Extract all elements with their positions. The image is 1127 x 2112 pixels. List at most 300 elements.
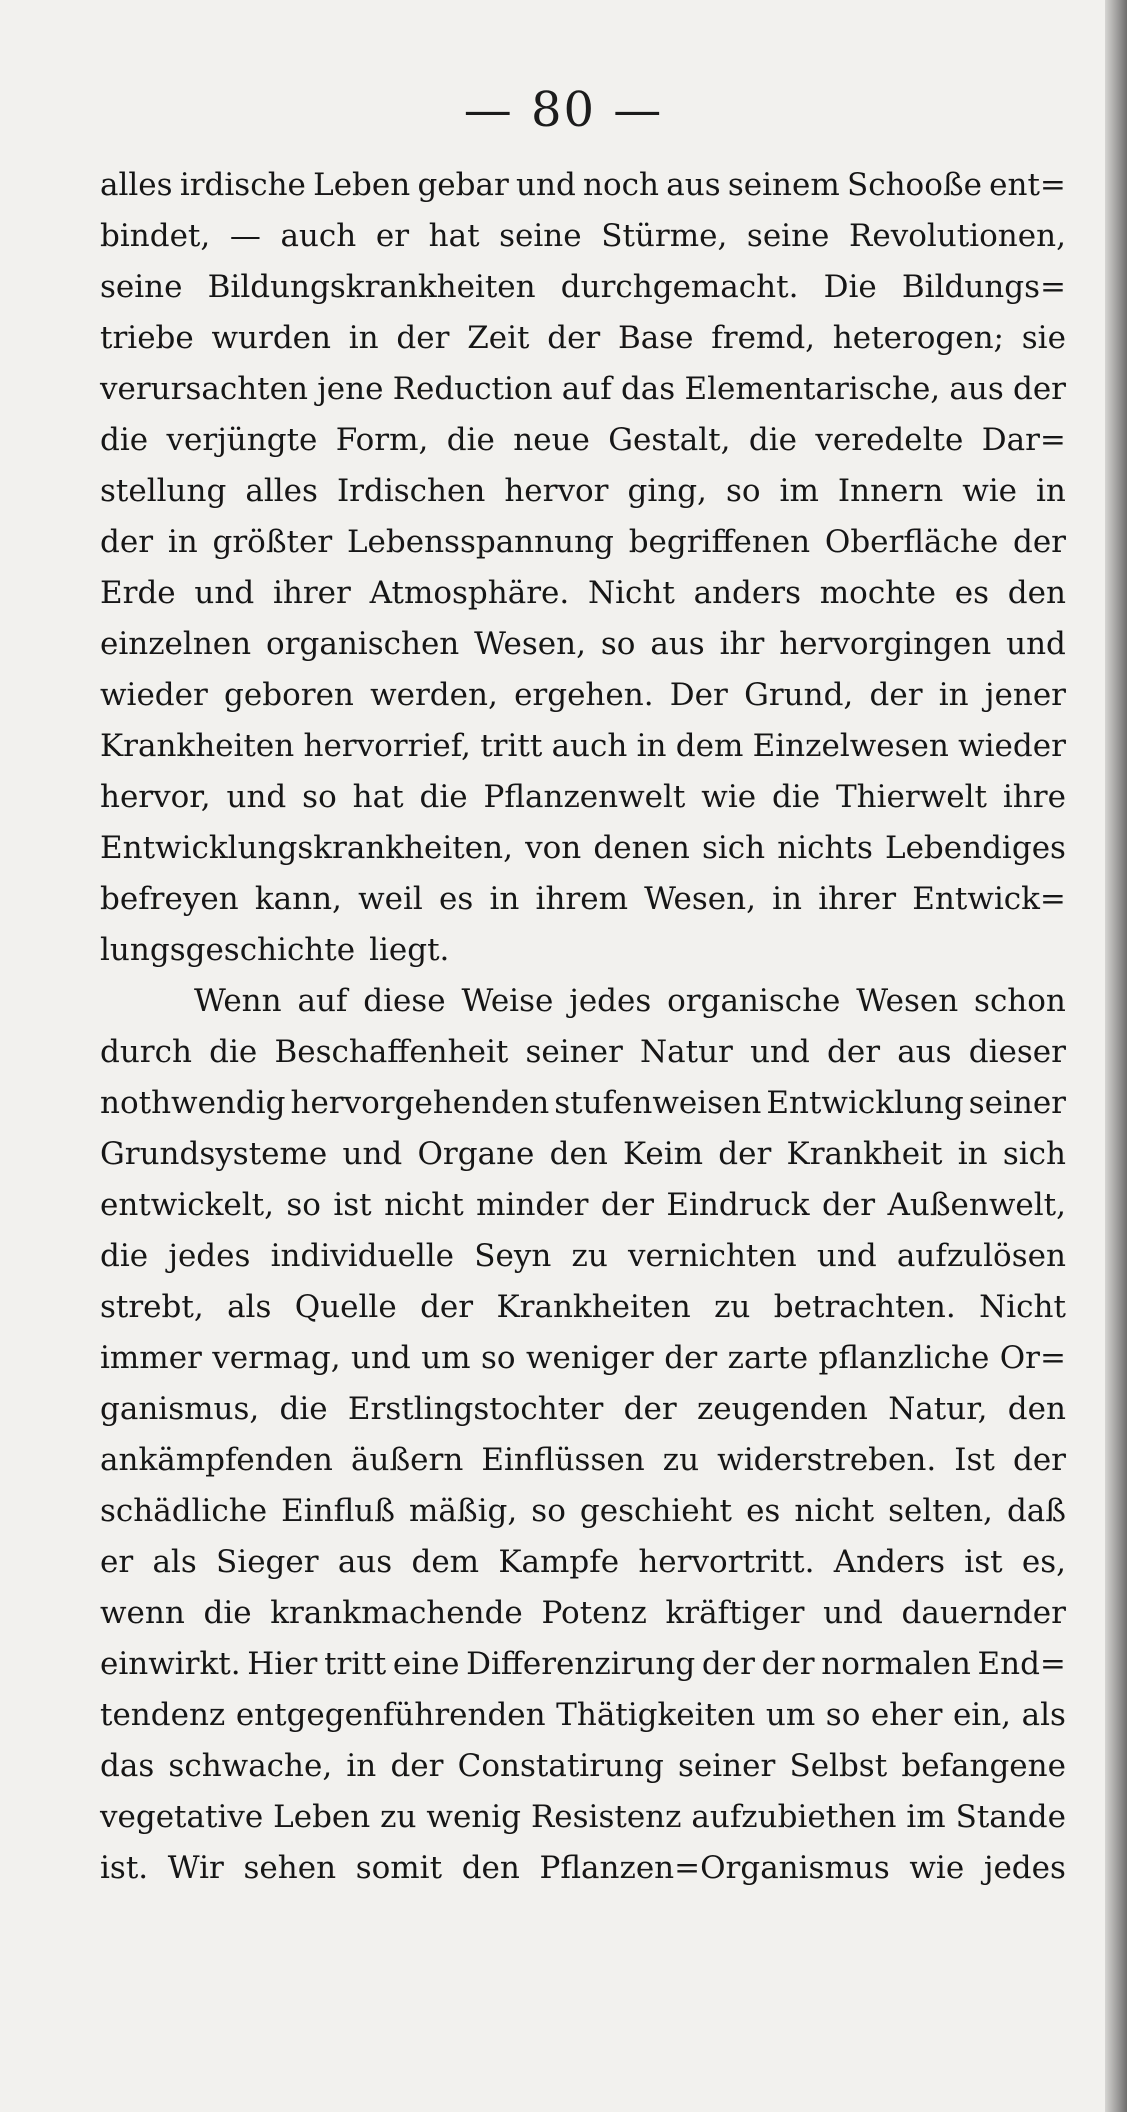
word: individuelle <box>270 1238 455 1274</box>
word: im <box>906 1799 946 1835</box>
text-line <box>100 1282 1066 1333</box>
word: Einzelwesen <box>752 728 949 764</box>
word: hervorrief, <box>303 728 471 764</box>
word: hervor <box>504 473 609 509</box>
word: so <box>725 473 761 509</box>
word: so <box>480 1340 516 1376</box>
word: entwickelt, <box>100 1187 274 1223</box>
word: Resistenz <box>530 1799 682 1835</box>
word: triebe <box>100 320 194 356</box>
word: kräftiger <box>665 1595 805 1631</box>
word: aufzubiethen <box>691 1799 897 1835</box>
word: organische <box>667 983 841 1019</box>
word: mäßig, <box>409 1493 518 1529</box>
word: ihr <box>719 626 765 662</box>
word: von <box>525 830 582 866</box>
word: vernichten <box>628 1238 797 1274</box>
word: sehen <box>243 1850 337 1886</box>
word: Base <box>618 320 694 356</box>
word: jedes <box>569 983 652 1019</box>
word: Lebendiges <box>885 830 1066 866</box>
word: Krankheit <box>786 1136 943 1172</box>
word: der <box>396 320 450 356</box>
word: Lebensspannung <box>346 524 614 560</box>
text-line <box>100 1078 1066 1129</box>
word: noch <box>583 167 660 203</box>
word: vegetative <box>100 1799 264 1835</box>
word: dieser <box>968 1034 1066 1070</box>
word: Organe <box>417 1136 535 1172</box>
word: äußern <box>351 1442 464 1478</box>
word: und <box>750 1034 810 1070</box>
word: Thierwelt <box>836 779 987 815</box>
word: ankämpfenden <box>100 1442 333 1478</box>
word: Stürme, <box>601 218 728 254</box>
word: befreyen <box>100 881 239 917</box>
word: anders <box>693 575 801 611</box>
word: es <box>439 881 474 917</box>
word: ihrem <box>535 881 628 917</box>
word: so <box>825 1697 861 1733</box>
word: ihrer <box>272 575 351 611</box>
word: hervorgehenden <box>290 1085 550 1121</box>
word: Der <box>669 677 728 713</box>
word: schwache, <box>168 1748 333 1784</box>
word: als <box>227 1289 272 1325</box>
word: auch <box>280 218 357 254</box>
text-line <box>100 1639 1066 1690</box>
word: Potenz <box>541 1595 647 1631</box>
paragraph <box>100 160 1066 976</box>
word: bindet, <box>100 218 211 254</box>
word: als <box>152 1544 197 1580</box>
word: in <box>346 1748 377 1784</box>
word: auch <box>551 728 628 764</box>
page-number: — 80 — <box>463 82 664 138</box>
word: nicht <box>384 1187 464 1223</box>
word: Leben <box>313 167 411 203</box>
word: Selbst <box>789 1748 888 1784</box>
word: ist <box>964 1544 1003 1580</box>
word: dem <box>411 1544 480 1580</box>
word: Natur <box>640 1034 733 1070</box>
text-line <box>100 619 1066 670</box>
word: weniger <box>525 1340 654 1376</box>
word: hat <box>428 218 480 254</box>
word: tritt <box>324 1646 387 1682</box>
text-line <box>100 874 1066 925</box>
text-line <box>100 1384 1066 1435</box>
word: neue <box>513 422 590 458</box>
word: Nicht <box>588 575 675 611</box>
word: wieder <box>100 677 208 713</box>
text-line <box>100 1027 1066 1078</box>
word: jedes <box>983 1850 1066 1886</box>
page-edge-shadow <box>1105 0 1127 2112</box>
word: Erstlingstochter <box>347 1391 604 1427</box>
word: aus <box>666 167 721 203</box>
word: nothwendig <box>100 1085 286 1121</box>
word: ist. <box>100 1850 149 1886</box>
word: in <box>167 524 198 560</box>
word: Wesen, <box>474 626 586 662</box>
text-line <box>100 262 1066 313</box>
text-line <box>100 1537 1066 1588</box>
word: Wenn <box>194 983 282 1019</box>
word: Hier <box>247 1646 318 1682</box>
word: Nicht <box>979 1289 1066 1325</box>
word: wenn <box>100 1595 185 1631</box>
word: weil <box>358 881 423 917</box>
word: entgegenführenden <box>235 1697 546 1733</box>
word: Außenwelt, <box>887 1187 1066 1223</box>
word: auf <box>561 371 612 407</box>
word: dauernder <box>901 1595 1066 1631</box>
word: der <box>718 1136 772 1172</box>
word: pflanzliche <box>818 1340 990 1376</box>
text-line <box>100 415 1066 466</box>
text-line <box>100 1588 1066 1639</box>
text-line <box>100 211 1066 262</box>
word: seiner <box>677 1748 776 1784</box>
word: Gestalt, <box>608 422 731 458</box>
word: Or= <box>999 1340 1066 1376</box>
word: Pflanzenwelt <box>483 779 686 815</box>
word: und <box>1006 626 1066 662</box>
word: minder <box>476 1187 589 1223</box>
word: tendenz <box>100 1697 226 1733</box>
word: ging, <box>627 473 707 509</box>
word: in <box>1036 473 1066 509</box>
word: schon <box>974 983 1066 1019</box>
word: die <box>279 1391 328 1427</box>
word: seiner <box>525 1034 623 1070</box>
text-line <box>100 1180 1066 1231</box>
word: Thätigkeiten <box>556 1697 756 1733</box>
word: hervorgingen <box>779 626 992 662</box>
word: im <box>779 473 819 509</box>
word: stellung <box>100 473 227 509</box>
word: den <box>549 1136 608 1172</box>
word: seine <box>746 218 830 254</box>
word: strebt, <box>100 1289 204 1325</box>
word: die <box>100 1238 149 1274</box>
word: betrachten. <box>773 1289 956 1325</box>
word: mochte <box>819 575 936 611</box>
word: zu <box>571 1238 608 1274</box>
word: kann, <box>254 881 342 917</box>
text-line <box>100 1486 1066 1537</box>
word: seiner <box>968 1085 1066 1121</box>
word: die <box>748 422 797 458</box>
word: Dar= <box>981 422 1066 458</box>
word: Elementarische, <box>684 371 941 407</box>
word: hat <box>352 779 404 815</box>
text-line <box>100 1843 1066 1894</box>
word: auf <box>297 983 348 1019</box>
body-text <box>100 160 1066 1894</box>
word: der <box>390 1748 444 1784</box>
word: Seyn <box>474 1238 552 1274</box>
word: ein, <box>952 1697 1012 1733</box>
word: Einfluß <box>281 1493 395 1529</box>
word: stufenweisen <box>554 1085 762 1121</box>
text-line <box>100 1333 1066 1384</box>
word: Differenzirung <box>466 1646 696 1682</box>
word: tritt <box>480 728 543 764</box>
word: es, <box>1021 1544 1066 1580</box>
word: alles <box>245 473 318 509</box>
word: das <box>620 371 676 407</box>
word: eher <box>870 1697 943 1733</box>
word: den <box>1007 575 1066 611</box>
word: hervortritt. <box>638 1544 815 1580</box>
word: alles <box>100 167 173 203</box>
word: aus <box>897 1034 952 1070</box>
word: der <box>827 1034 881 1070</box>
word: aus <box>949 371 1004 407</box>
word: in <box>489 881 520 917</box>
word: liegt. <box>369 932 450 968</box>
word: um <box>421 1340 471 1376</box>
word: ihrer <box>818 881 897 917</box>
word: Revolutionen, <box>849 218 1066 254</box>
word: Eindruck <box>666 1187 810 1223</box>
text-line <box>100 670 1066 721</box>
word: und <box>194 575 255 611</box>
word: jedes <box>168 1238 251 1274</box>
word: den <box>461 1850 520 1886</box>
text-line <box>100 517 1066 568</box>
word: denen <box>593 830 690 866</box>
word: widerstreben. <box>717 1442 937 1478</box>
word: die <box>419 779 468 815</box>
word: die <box>446 422 495 458</box>
text-line <box>100 1690 1066 1741</box>
word: in <box>636 728 667 764</box>
word: Anders <box>833 1544 945 1580</box>
word: geschieht <box>579 1493 733 1529</box>
word: einwirkt. <box>100 1646 241 1682</box>
word: Irdischen <box>336 473 486 509</box>
word: der <box>547 320 601 356</box>
word: ihre <box>1002 779 1066 815</box>
word: sich <box>701 830 766 866</box>
word: immer <box>100 1340 202 1376</box>
word: eine <box>392 1646 460 1682</box>
word: der <box>100 524 154 560</box>
word: verursachten <box>100 371 308 407</box>
word: Grundsysteme <box>100 1136 328 1172</box>
word: wenig <box>426 1799 522 1835</box>
word: und <box>816 1238 877 1274</box>
word: Krankheiten <box>496 1289 691 1325</box>
word: der <box>869 677 923 713</box>
word: durchgemacht. <box>560 269 799 305</box>
word: dem <box>675 728 744 764</box>
word: irdische <box>179 167 306 203</box>
word: so <box>302 779 337 815</box>
word: so <box>531 1493 566 1529</box>
word: der <box>701 1646 755 1682</box>
word: sie <box>1021 320 1066 356</box>
word: Zeit <box>467 320 530 356</box>
word: und <box>350 1340 411 1376</box>
word: Quelle <box>294 1289 397 1325</box>
word: diese <box>363 983 446 1019</box>
word: Schooße <box>846 167 982 203</box>
word: die <box>771 779 821 815</box>
word: so <box>286 1187 321 1223</box>
word: veredelte <box>815 422 964 458</box>
text-line <box>100 721 1066 772</box>
word: wurden <box>211 320 331 356</box>
word: ent= <box>989 167 1066 203</box>
word: geboren <box>224 677 354 713</box>
word: es <box>954 575 990 611</box>
word: nichts <box>777 830 873 866</box>
word: und <box>226 779 287 815</box>
word: Einflüssen <box>481 1442 645 1478</box>
word: jener <box>984 677 1066 713</box>
word: der <box>761 1646 815 1682</box>
word: Bildungs= <box>901 269 1066 305</box>
word: werden, <box>370 677 498 713</box>
word: Entwicklung <box>766 1085 964 1121</box>
word: normalen <box>821 1646 971 1682</box>
word: als <box>1021 1697 1066 1733</box>
word: Bildungskrankheiten <box>207 269 536 305</box>
word: aus <box>337 1544 393 1580</box>
word: und <box>516 167 576 203</box>
word: sich <box>1002 1136 1066 1172</box>
word: Constatirung <box>457 1748 664 1784</box>
word: Kampfe <box>498 1544 620 1580</box>
word: die <box>203 1595 252 1631</box>
word: der <box>1012 524 1066 560</box>
word: der <box>1012 1442 1066 1478</box>
word: Erde <box>100 575 176 611</box>
word: der <box>420 1289 474 1325</box>
word: Atmosphäre. <box>369 575 570 611</box>
word: selten, <box>888 1493 993 1529</box>
word: heterogen; <box>832 320 1004 356</box>
word: die <box>209 1034 258 1070</box>
word: befangene <box>901 1748 1066 1784</box>
word: Beschaffenheit <box>274 1034 509 1070</box>
paragraph <box>100 976 1066 1894</box>
word: ist <box>333 1187 372 1223</box>
word: das <box>100 1748 155 1784</box>
word: seine <box>100 269 183 305</box>
word: und <box>823 1595 883 1631</box>
word: aufzulösen <box>896 1238 1066 1274</box>
word: seine <box>499 218 582 254</box>
word: Wesen, <box>644 881 756 917</box>
word: wie <box>701 779 757 815</box>
word: er <box>375 218 410 254</box>
text-line <box>100 1129 1066 1180</box>
word: zu <box>662 1442 700 1478</box>
word: ganismus, <box>100 1391 260 1427</box>
word: fremd, <box>711 320 816 356</box>
word: zu <box>380 1799 417 1835</box>
word: verjüngte <box>166 422 318 458</box>
text-line <box>100 364 1066 415</box>
word: lungsgeschichte <box>100 932 356 968</box>
text-line <box>100 313 1066 364</box>
word: nicht <box>794 1493 875 1529</box>
word: hervor, <box>100 779 211 815</box>
word: in <box>938 677 969 713</box>
text-line <box>100 823 1066 874</box>
word: Oberfläche <box>824 524 999 560</box>
text-line <box>100 568 1066 619</box>
word: krankmachende <box>270 1595 523 1631</box>
word: Keim <box>623 1136 704 1172</box>
word: Wesen <box>856 983 959 1019</box>
word: Form, <box>335 422 429 458</box>
word: gebar <box>417 167 509 203</box>
word: aus <box>650 626 705 662</box>
word: wieder <box>958 728 1066 764</box>
word: daß <box>1006 1493 1066 1529</box>
word: in <box>957 1136 988 1172</box>
word: der <box>664 1340 718 1376</box>
word: wie <box>962 473 1017 509</box>
word: Sieger <box>216 1544 319 1580</box>
word: der <box>1012 371 1066 407</box>
word: Die <box>823 269 877 305</box>
text-line <box>100 1435 1066 1486</box>
word: der <box>623 1391 677 1427</box>
word: zu <box>714 1289 751 1325</box>
word: den <box>1007 1391 1066 1427</box>
word: der <box>822 1187 876 1223</box>
word: schädliche <box>100 1493 268 1529</box>
word: Grund, <box>744 677 854 713</box>
word: es <box>746 1493 781 1529</box>
word: zarte <box>727 1340 809 1376</box>
word: Entwicklungskrankheiten, <box>100 830 513 866</box>
word: so <box>600 626 636 662</box>
word: somit <box>355 1850 443 1886</box>
word: Entwick= <box>912 881 1066 917</box>
word: und <box>342 1136 403 1172</box>
text-line <box>100 1792 1066 1843</box>
word: größter <box>212 524 333 560</box>
word: wie <box>909 1850 965 1886</box>
text-line <box>100 160 1066 211</box>
word: begriffenen <box>628 524 811 560</box>
word: ergehen. <box>514 677 654 713</box>
word: Pflanzen=Organismus <box>539 1850 890 1886</box>
text-line <box>100 466 1066 517</box>
word: vermag, <box>212 1340 341 1376</box>
word: Reduction <box>392 371 553 407</box>
word: einzelnen <box>100 626 252 662</box>
word: — <box>229 218 261 254</box>
word: seinem <box>727 167 840 203</box>
word: die <box>100 422 149 458</box>
text-line <box>100 976 1066 1027</box>
word: Weise <box>461 983 554 1019</box>
word: Stande <box>955 1799 1066 1835</box>
word: Leben <box>273 1799 371 1835</box>
word: er <box>100 1544 134 1580</box>
word: in <box>772 881 803 917</box>
word: End= <box>977 1646 1066 1682</box>
